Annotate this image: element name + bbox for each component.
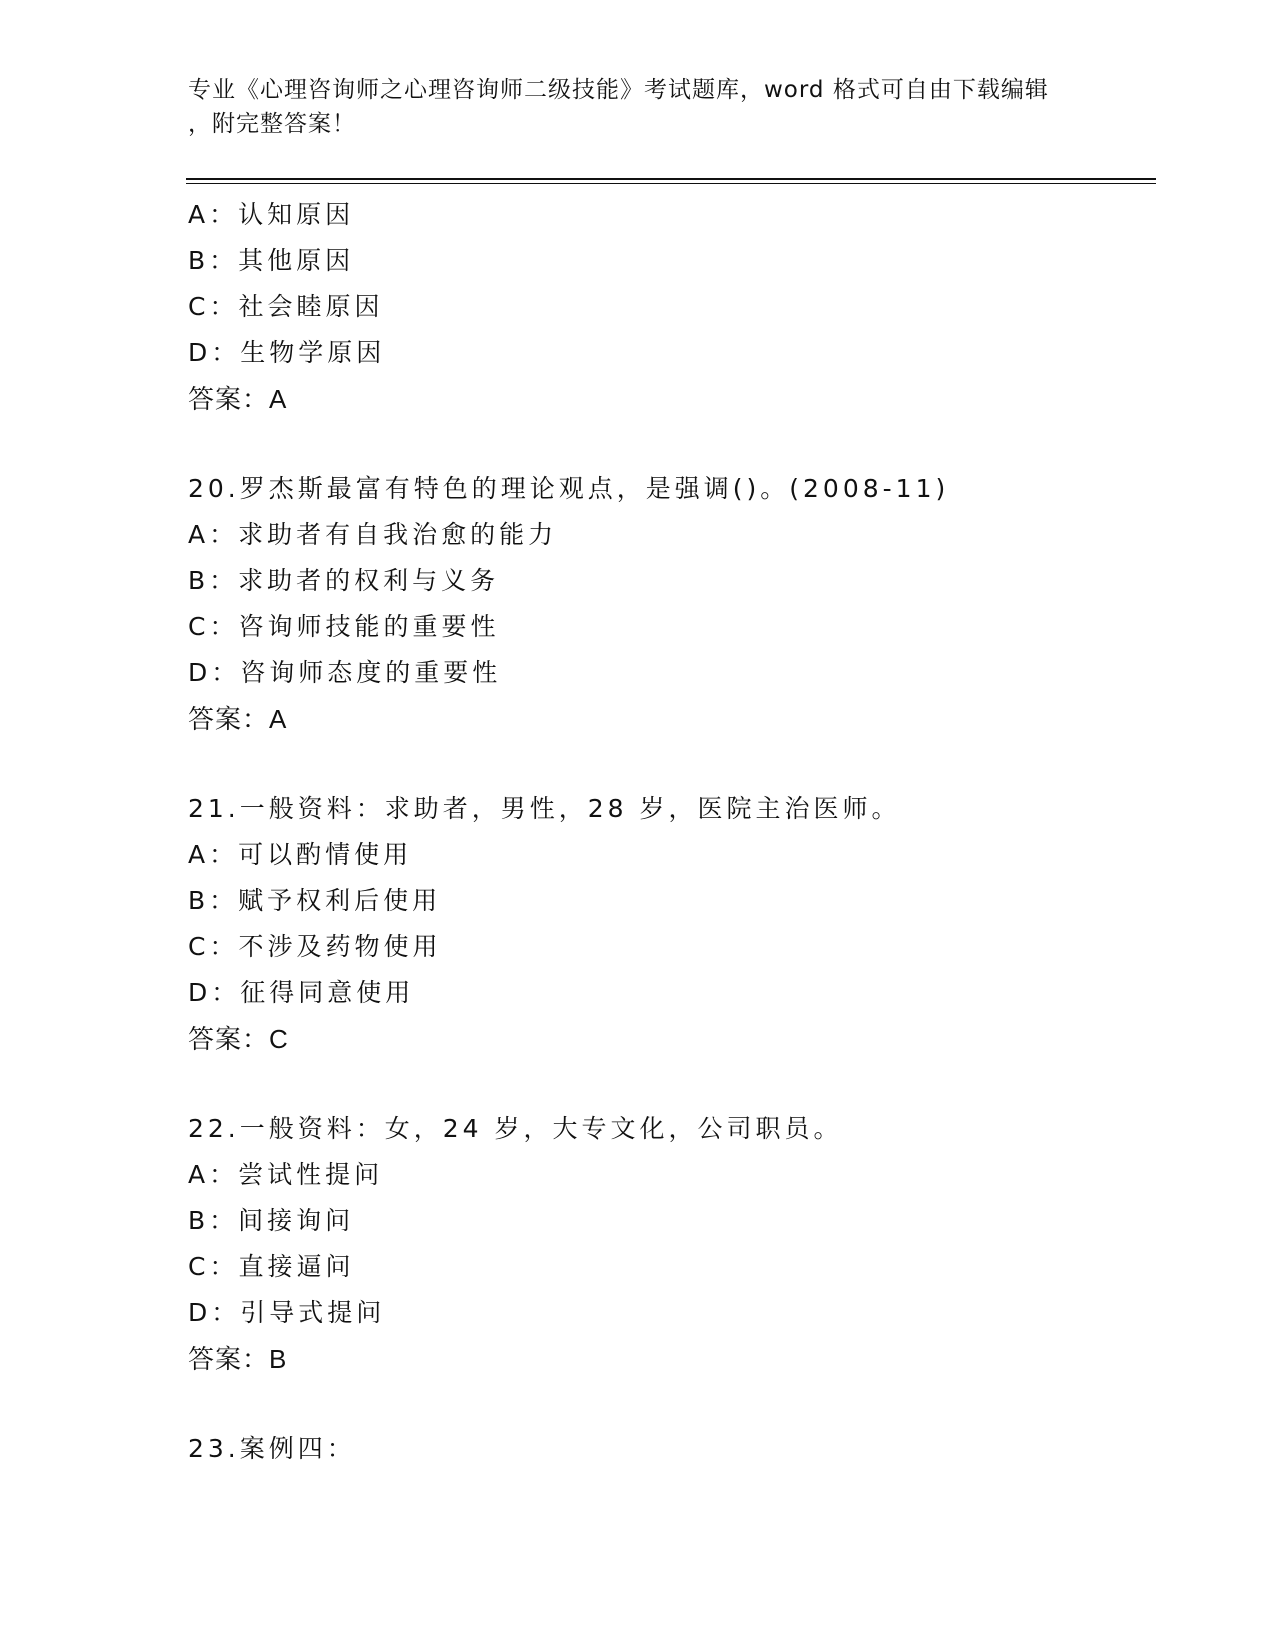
answer-line: 答案：B	[188, 1344, 288, 1374]
document-header-line-1: 专业《心理咨询师之心理咨询师二级技能》考试题库，word 格式可自由下载编辑	[188, 77, 1049, 103]
option-d: D：生物学原因	[188, 338, 386, 367]
option-a: A：可以酌情使用	[188, 840, 413, 869]
answer-line: 答案：A	[188, 704, 288, 734]
question-block-22	[188, 1106, 1148, 1382]
option-c: C：社会睦原因	[188, 292, 384, 321]
option-b: B：求助者的权利与义务	[188, 566, 500, 595]
header-divider-thin	[186, 183, 1156, 184]
question-block-23	[188, 1426, 1148, 1472]
option-c: C：直接逼问	[188, 1252, 355, 1281]
option-d: D：征得同意使用	[188, 978, 415, 1007]
option-b: B：赋予权利后使用	[188, 886, 442, 915]
option-c: C：不涉及药物使用	[188, 932, 442, 961]
option-c: C：咨询师技能的重要性	[188, 612, 500, 641]
option-d: D：咨询师态度的重要性	[188, 658, 502, 687]
question-list	[188, 192, 1148, 1472]
question-stem: 23.案例四：	[188, 1434, 356, 1463]
question-block-20	[188, 466, 1148, 742]
answer-line: 答案：C	[188, 1024, 289, 1054]
option-a: A：求助者有自我治愈的能力	[188, 520, 558, 549]
question-block-21	[188, 786, 1148, 1062]
header-divider-thick	[186, 178, 1156, 180]
question-block-19	[188, 192, 1148, 422]
document-header-line-2: ，附完整答案！	[188, 111, 356, 137]
option-a: A：认知原因	[188, 200, 355, 229]
answer-line: 答案：A	[188, 384, 288, 414]
option-a: A：尝试性提问	[188, 1160, 384, 1189]
question-stem: 22.一般资料：女，24 岁，大专文化，公司职员。	[188, 1114, 843, 1143]
question-stem: 20.罗杰斯最富有特色的理论观点，是强调()。(2008-11)	[188, 474, 950, 503]
option-b: B：间接询问	[188, 1206, 355, 1235]
question-stem: 21.一般资料：求助者，男性，28 岁，医院主治医师。	[188, 794, 901, 823]
option-d: D：引导式提问	[188, 1298, 386, 1327]
option-b: B：其他原因	[188, 246, 355, 275]
